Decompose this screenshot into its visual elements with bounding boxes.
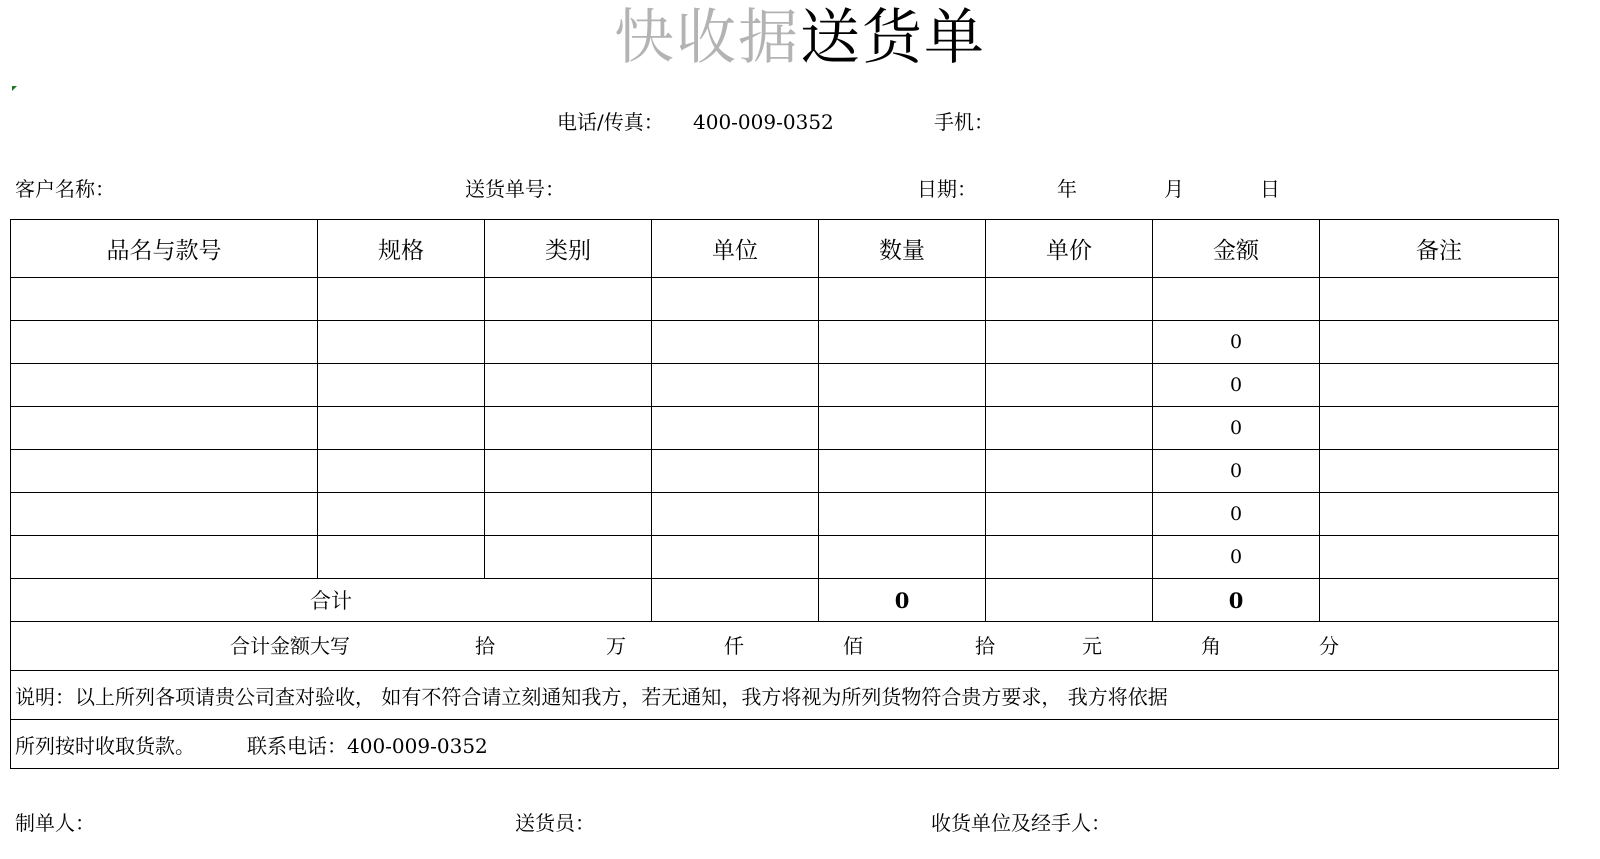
- unit-cell[interactable]: [652, 321, 819, 364]
- amount-cell[interactable]: [1153, 278, 1320, 321]
- remarks-cell[interactable]: [1320, 407, 1559, 450]
- table-row: [11, 493, 1559, 536]
- mobile-label: 手机：: [934, 110, 994, 134]
- spec-cell[interactable]: [318, 321, 485, 364]
- total-price-cell[interactable]: [986, 579, 1153, 622]
- amount-cell[interactable]: 0: [1153, 536, 1320, 579]
- note-row: [11, 671, 1559, 720]
- amount-cell[interactable]: 0: [1153, 321, 1320, 364]
- unit-cell[interactable]: [652, 493, 819, 536]
- unit-cell[interactable]: [652, 450, 819, 493]
- amount-cell[interactable]: 0: [1153, 450, 1320, 493]
- product-cell[interactable]: [11, 493, 318, 536]
- total-unit-cell[interactable]: [652, 579, 819, 622]
- total-amount[interactable]: 0: [1153, 579, 1320, 622]
- header-remarks: 备注: [1320, 220, 1559, 278]
- quantity-cell[interactable]: [819, 278, 986, 321]
- table-row: [11, 278, 1559, 321]
- amount-in-words-row: [11, 622, 1559, 671]
- amount-cell[interactable]: 0: [1153, 493, 1320, 536]
- amount-cell[interactable]: 0: [1153, 364, 1320, 407]
- header-quantity: 数量: [819, 220, 986, 278]
- date-year-label: 年: [1057, 177, 1077, 201]
- date-month-label: 月: [1164, 177, 1184, 201]
- unit-shi-wan: 拾: [475, 634, 495, 658]
- table-row: [11, 321, 1559, 364]
- price-cell[interactable]: [986, 364, 1153, 407]
- category-cell[interactable]: [485, 493, 652, 536]
- document-type: 送货单: [800, 3, 986, 73]
- total-label: 合计: [11, 579, 652, 622]
- unit-yuan: 元: [1082, 634, 1102, 658]
- date-day-label: 日: [1260, 177, 1280, 201]
- cell-comment-marker-icon: [12, 86, 17, 91]
- remarks-cell[interactable]: [1320, 450, 1559, 493]
- price-cell[interactable]: [986, 321, 1153, 364]
- spec-cell[interactable]: [318, 493, 485, 536]
- spec-cell[interactable]: [318, 407, 485, 450]
- table-header-row: [11, 220, 1559, 278]
- quantity-cell[interactable]: [819, 536, 986, 579]
- spec-cell[interactable]: [318, 450, 485, 493]
- unit-bai: 佰: [843, 634, 863, 658]
- date-label: 日期：: [917, 177, 977, 201]
- remarks-cell[interactable]: [1320, 321, 1559, 364]
- unit-qian: 仟: [724, 634, 744, 658]
- table-row: [11, 450, 1559, 493]
- deliverer-label: 送货员：: [515, 811, 595, 835]
- header-category: 类别: [485, 220, 652, 278]
- note-line-2: [11, 720, 1559, 769]
- amount-in-words-cell[interactable]: [11, 622, 1559, 671]
- product-cell[interactable]: [11, 278, 318, 321]
- quantity-cell[interactable]: [819, 407, 986, 450]
- product-cell[interactable]: [11, 407, 318, 450]
- table-row: [11, 364, 1559, 407]
- header-product-name: 品名与款号: [11, 220, 318, 278]
- unit-wan: 万: [606, 634, 626, 658]
- unit-cell[interactable]: [652, 407, 819, 450]
- order-number-label: 送货单号：: [465, 177, 565, 201]
- total-remarks-cell[interactable]: [1320, 579, 1559, 622]
- quantity-cell[interactable]: [819, 450, 986, 493]
- spec-cell[interactable]: [318, 278, 485, 321]
- remarks-cell[interactable]: [1320, 536, 1559, 579]
- category-cell[interactable]: [485, 536, 652, 579]
- price-cell[interactable]: [986, 450, 1153, 493]
- product-cell[interactable]: [11, 321, 318, 364]
- header-unit-price: 单价: [986, 220, 1153, 278]
- category-cell[interactable]: [485, 407, 652, 450]
- category-cell[interactable]: [485, 278, 652, 321]
- note-line-1: 说明：以上所列各项请贵公司查对验收， 如有不符合请立刻通知我方，若无通知，我方将视为所列货物符合贵方要求， 我方将依据: [11, 671, 1559, 720]
- amount-cell[interactable]: 0: [1153, 407, 1320, 450]
- unit-fen: 分: [1319, 634, 1339, 658]
- remarks-cell[interactable]: [1320, 364, 1559, 407]
- price-cell[interactable]: [986, 536, 1153, 579]
- brand-name: 快收据: [614, 3, 800, 73]
- note-row: [11, 720, 1559, 769]
- quantity-cell[interactable]: [819, 493, 986, 536]
- header-specification: 规格: [318, 220, 485, 278]
- price-cell[interactable]: [986, 278, 1153, 321]
- unit-cell[interactable]: [652, 536, 819, 579]
- product-cell[interactable]: [11, 450, 318, 493]
- spec-cell[interactable]: [318, 536, 485, 579]
- table-row: [11, 536, 1559, 579]
- category-cell[interactable]: [485, 364, 652, 407]
- category-cell[interactable]: [485, 321, 652, 364]
- total-row: [11, 579, 1559, 622]
- quantity-cell[interactable]: [819, 364, 986, 407]
- table-row: [11, 407, 1559, 450]
- unit-jiao: 角: [1201, 634, 1221, 658]
- delivery-items-table: [10, 219, 1559, 769]
- product-cell[interactable]: [11, 364, 318, 407]
- total-quantity[interactable]: 0: [819, 579, 986, 622]
- unit-cell[interactable]: [652, 278, 819, 321]
- remarks-cell[interactable]: [1320, 493, 1559, 536]
- unit-shi: 拾: [975, 634, 995, 658]
- remarks-cell[interactable]: [1320, 278, 1559, 321]
- amount-in-words-label: 合计金额大写: [230, 634, 350, 658]
- price-cell[interactable]: [986, 493, 1153, 536]
- category-cell[interactable]: [485, 450, 652, 493]
- price-cell[interactable]: [986, 407, 1153, 450]
- receiver-label: 收货单位及经手人：: [931, 811, 1111, 835]
- note-line-2-text: 所列按时收取货款。: [15, 733, 195, 758]
- contact-phone-value: 400-009-0352: [347, 733, 488, 758]
- header-amount: 金额: [1153, 220, 1320, 278]
- contact-phone-label: 联系电话：: [247, 733, 347, 758]
- unit-cell[interactable]: [652, 364, 819, 407]
- phone-label: 电话/传真：: [557, 110, 664, 134]
- customer-name-label: 客户名称：: [15, 177, 115, 201]
- document-title: [0, 2, 1600, 74]
- product-cell[interactable]: [11, 536, 318, 579]
- header-unit: 单位: [652, 220, 819, 278]
- quantity-cell[interactable]: [819, 321, 986, 364]
- spec-cell[interactable]: [318, 364, 485, 407]
- phone-value: 400-009-0352: [693, 110, 834, 134]
- maker-label: 制单人：: [15, 811, 95, 835]
